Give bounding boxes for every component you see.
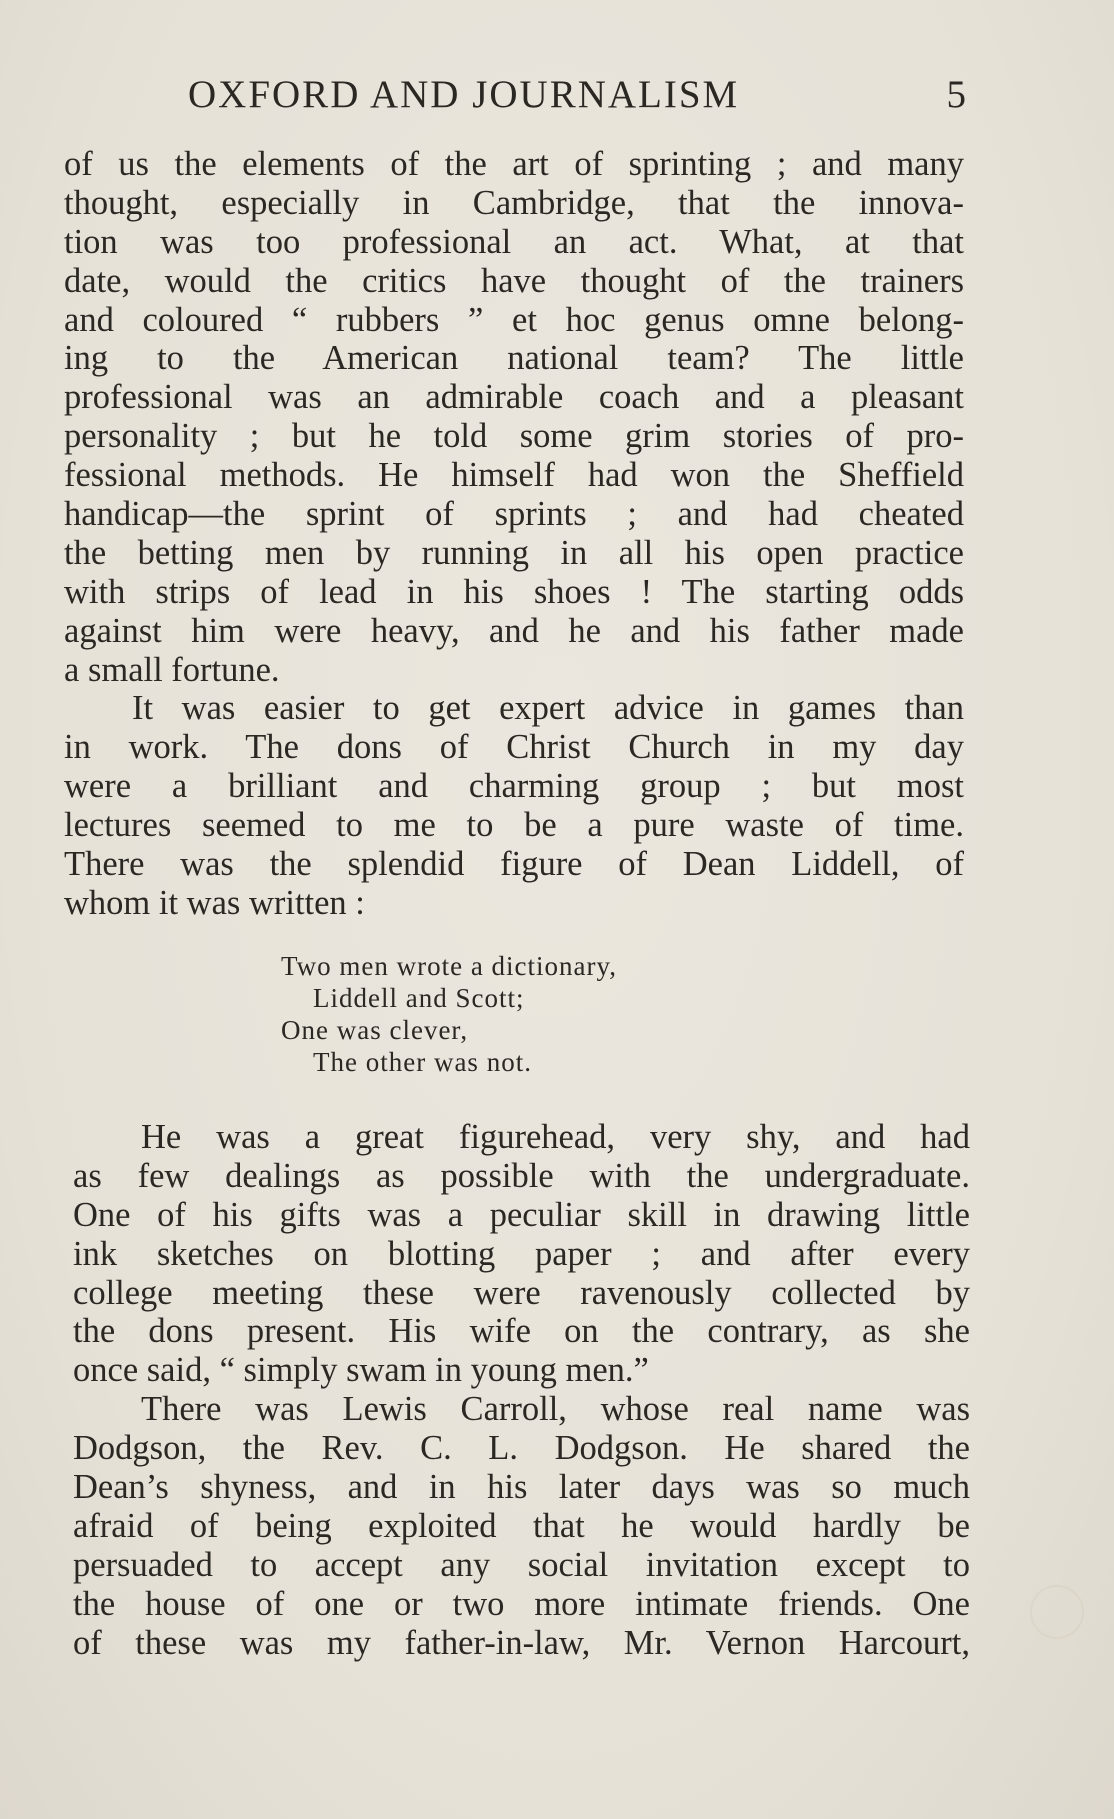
- text-line: as few dealings as possible with the undergraduate.: [73, 1156, 970, 1195]
- verse-line: One was clever,: [281, 1015, 469, 1045]
- text-line: Dean’s shyness, and in his later days was so much: [73, 1468, 970, 1507]
- text-line: with strips of lead in his shoes ! The starting odds: [64, 572, 964, 611]
- text-line: Dodgson, the Rev. C. L. Dodgson. He shared the: [73, 1429, 970, 1468]
- text-line: of us the elements of the art of sprinting ; and many: [64, 145, 964, 183]
- text-line: personality ; but he told some grim stories of pro-: [64, 417, 964, 456]
- verse-line: The other was not.: [313, 1047, 532, 1077]
- text-line: handicap—the sprint of sprints ; and had cheated: [64, 495, 964, 534]
- text-line: lectures seemed to me to be a pure waste of time.: [64, 806, 964, 845]
- text-line: thought, especially in Cambridge, that the innova-: [64, 183, 964, 222]
- text-line: the dons present. His wife on the contrary, as she: [73, 1312, 970, 1351]
- text-line: ing to the American national team? The little: [64, 339, 964, 378]
- body-text-upper: [64, 145, 964, 923]
- verse-line: Two men wrote a dictionary,: [281, 951, 618, 981]
- text-line: a small fortune.: [64, 650, 280, 689]
- text-line: in work. The dons of Christ Church in my day: [64, 728, 964, 767]
- paper-stain: [1030, 1585, 1084, 1639]
- text-line: were a brilliant and charming group ; but most: [64, 767, 964, 806]
- text-line: against him were heavy, and he and his father made: [64, 611, 964, 650]
- text-line: of these was my father-in-law, Mr. Vernon Harcourt,: [73, 1623, 970, 1662]
- text-line: fessional methods. He himself had won the Sheffield: [64, 456, 964, 495]
- text-line: professional was an admirable coach and a pleasant: [64, 378, 964, 417]
- text-line: whom it was written :: [64, 883, 365, 922]
- verse-quote: [281, 950, 617, 1078]
- running-head: OXFORD AND JOURNALISM: [188, 73, 740, 116]
- text-line: One of his gifts was a peculiar skill in drawing little: [73, 1195, 970, 1234]
- page-header: [188, 70, 968, 120]
- page-number: 5: [946, 73, 968, 116]
- text-line: He was a great figurehead, very shy, and had: [141, 1118, 970, 1156]
- text-line: persuaded to accept any social invitation except to: [73, 1545, 970, 1584]
- text-line: There was Lewis Carroll, whose real name was: [141, 1390, 970, 1429]
- text-line: date, would the critics have thought of the trainers: [64, 261, 964, 300]
- text-line: the betting men by running in all his open practice: [64, 533, 964, 572]
- verse-line: Liddell and Scott;: [313, 983, 525, 1013]
- text-line: afraid of being exploited that he would hardly be: [73, 1506, 970, 1545]
- text-line: tion was too professional an act. What, at that: [64, 222, 964, 261]
- text-line: It was easier to get expert advice in games than: [132, 689, 964, 728]
- text-line: once said, “ simply swam in young men.”: [73, 1351, 649, 1390]
- text-line: There was the splendid figure of Dean Liddell, of: [64, 845, 964, 884]
- text-line: the house of one or two more intimate friends. One: [73, 1584, 970, 1623]
- text-line: and coloured “ rubbers ” et hoc genus omne belong-: [64, 300, 964, 339]
- body-text-lower: [73, 1118, 970, 1662]
- text-line: college meeting these were ravenously collected by: [73, 1273, 970, 1312]
- text-line: ink sketches on blotting paper ; and after every: [73, 1234, 970, 1273]
